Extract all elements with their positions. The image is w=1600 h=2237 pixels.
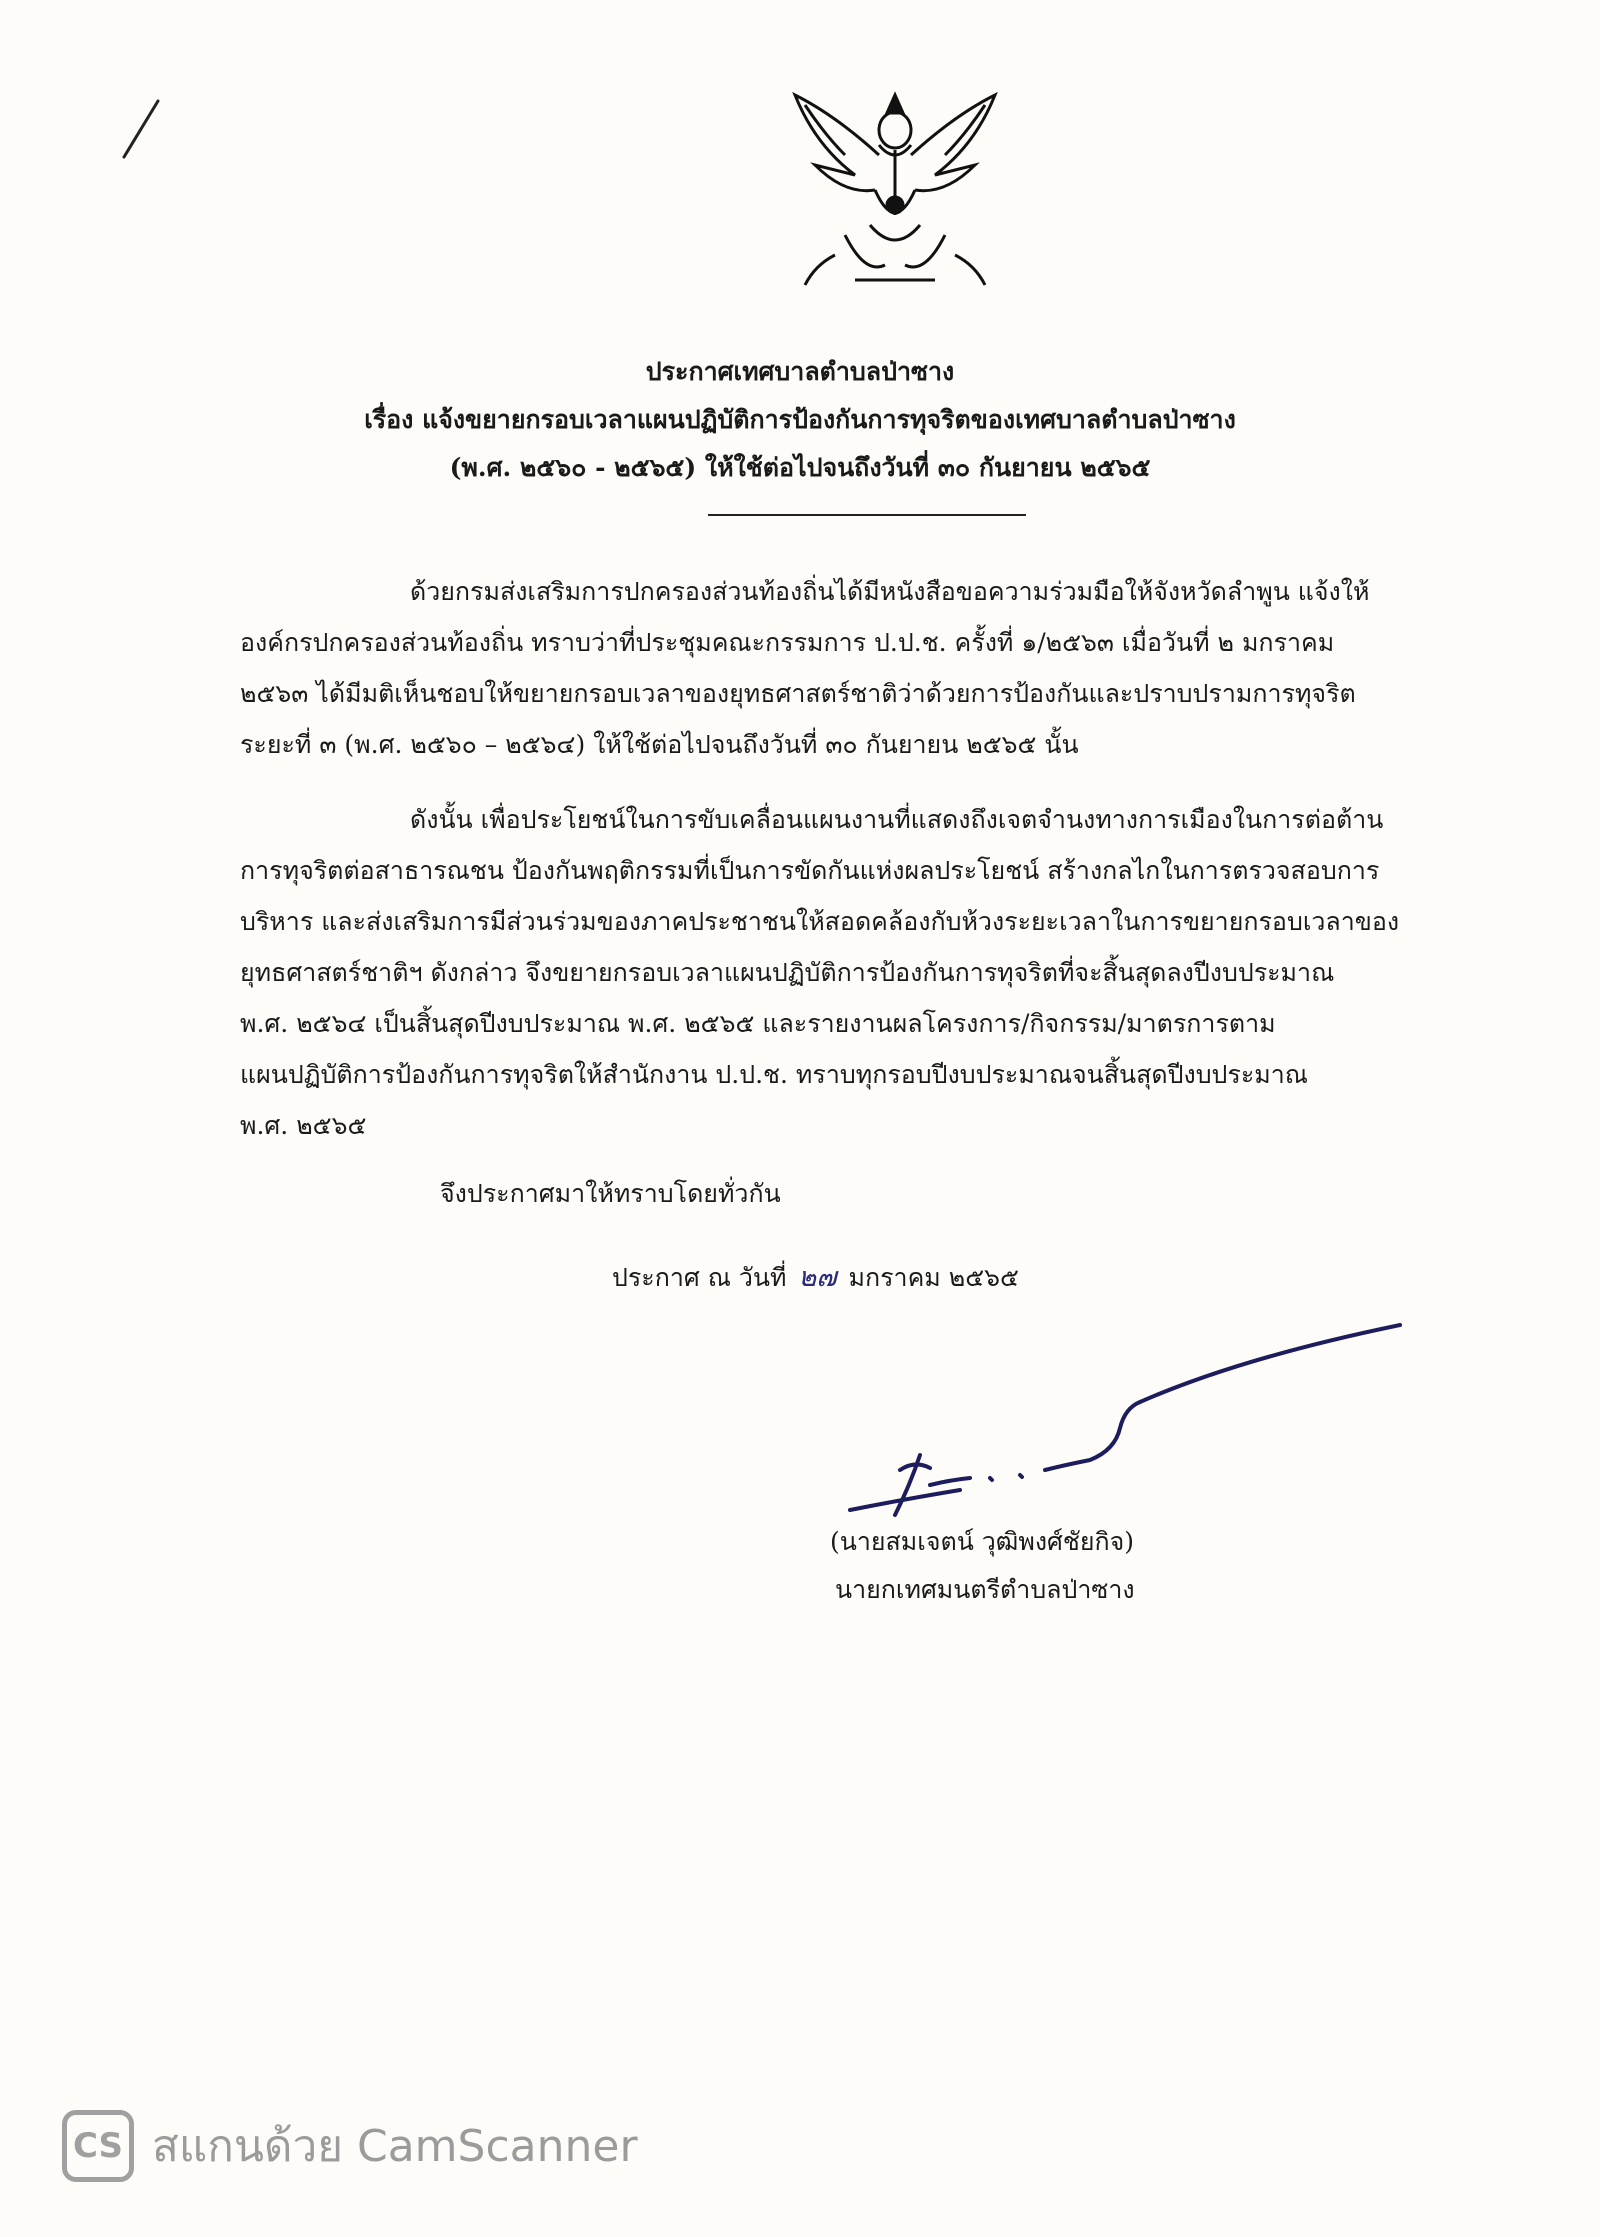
paragraph-line: ยุทธศาสตร์ชาติฯ ดังกล่าว จึงขยายกรอบเวลาแผนปฏิบัติการป้องกันการทุจริตที่จะสิ้นสุดลงปีงบประมาณ <box>240 958 1335 987</box>
announcement-date <box>612 1256 1019 1300</box>
camscanner-watermark <box>62 2110 638 2182</box>
announcement-title: ประกาศเทศบาลตำบลป่าซาง <box>645 357 955 386</box>
paragraph-line: พ.ศ. ๒๕๖๔ เป็นสิ้นสุดปีงบประมาณ พ.ศ. ๒๕๖๕ และรายงานผลโครงการ/กิจกรรม/มาตรการตาม <box>240 1009 1276 1038</box>
camscanner-logo-icon: CS <box>62 2110 134 2182</box>
announcement-subject-period: (พ.ศ. ๒๕๖๐ - ๒๕๖๕) ให้ใช้ต่อไปจนถึงวันที่ ๓๐ กันยายน ๒๕๖๕ <box>449 453 1151 482</box>
paragraph-line: พ.ศ. ๒๕๖๕ <box>240 1111 367 1140</box>
paragraph-line: การทุจริตต่อสาธารณชน ป้องกันพฤติกรรมที่เป็นการขัดกันแห่งผลประโยชน์ สร้างกลไกในการตรวจสอบการ <box>240 856 1380 885</box>
paragraph-line: ด้วยกรมส่งเสริมการปกครองส่วนท้องถิ่นได้มีหนังสือขอความร่วมมือให้จังหวัดลำพูน แจ้งให้ <box>410 577 1370 606</box>
camscanner-label: สแกนด้วย CamScanner <box>152 2121 638 2172</box>
announcement-subject: เรื่อง แจ้งขยายกรอบเวลาแผนปฏิบัติการป้องกันการทุจริตของเทศบาลตำบลป่าซาง <box>364 405 1236 434</box>
paragraph-line: แผนปฏิบัติการป้องกันการทุจริตให้สำนักงาน ป.ป.ช. ทราบทุกรอบปีงบประมาณจนสิ้นสุดปีงบประมาณ <box>240 1060 1308 1089</box>
paragraph-line: ๒๕๖๓ ได้มีมติเห็นชอบให้ขยายกรอบเวลาของยุทธศาสตร์ชาติว่าด้วยการป้องกันและปราบปรามการทุจริต <box>240 679 1356 708</box>
paragraph-line: องค์กรปกครองส่วนท้องถิ่น ทราบว่าที่ประชุมคณะกรรมการ ป.ป.ช. ครั้งที่ ๑/๒๕๖๓ เมื่อวันที่ ๒ มกราคม <box>240 628 1335 657</box>
paragraph-1 <box>240 566 1450 770</box>
paragraph-line: ระยะที่ ๓ (พ.ศ. ๒๕๖๐ – ๒๕๖๔) ให้ใช้ต่อไปจนถึงวันที่ ๓๐ กันยายน ๒๕๖๕ นั้น <box>240 730 1079 759</box>
title-divider <box>708 514 1026 516</box>
date-prefix: ประกาศ ณ วันที่ <box>612 1263 787 1292</box>
handwritten-signature <box>840 1310 1410 1520</box>
garuda-emblem-icon <box>775 75 1015 305</box>
pen-stroke-mark <box>110 95 170 165</box>
signer-title: นายกเทศมนตรีตำบลป่าซาง <box>835 1575 1135 1604</box>
paragraph-line: บริหาร และส่งเสริมการมีส่วนร่วมของภาคประชาชนให้สอดคล้องกับห้วงระยะเวลาในการขยายกรอบเวลาของ <box>240 907 1400 936</box>
paragraph-line: ดังนั้น เพื่อประโยชน์ในการขับเคลื่อนแผนงานที่แสดงถึงเจตจำนงทางการเมืองในการต่อต้าน <box>410 805 1384 834</box>
closing-statement: จึงประกาศมาให้ทราบโดยทั่วกัน <box>440 1179 781 1208</box>
signer-name: (นายสมเจตน์ วุฒิพงศ์ชัยกิจ) <box>830 1527 1135 1556</box>
date-suffix: มกราคม ๒๕๖๕ <box>848 1263 1019 1292</box>
paragraph-2 <box>240 794 1450 1151</box>
date-day-handwritten: ๒๗ <box>798 1262 837 1293</box>
